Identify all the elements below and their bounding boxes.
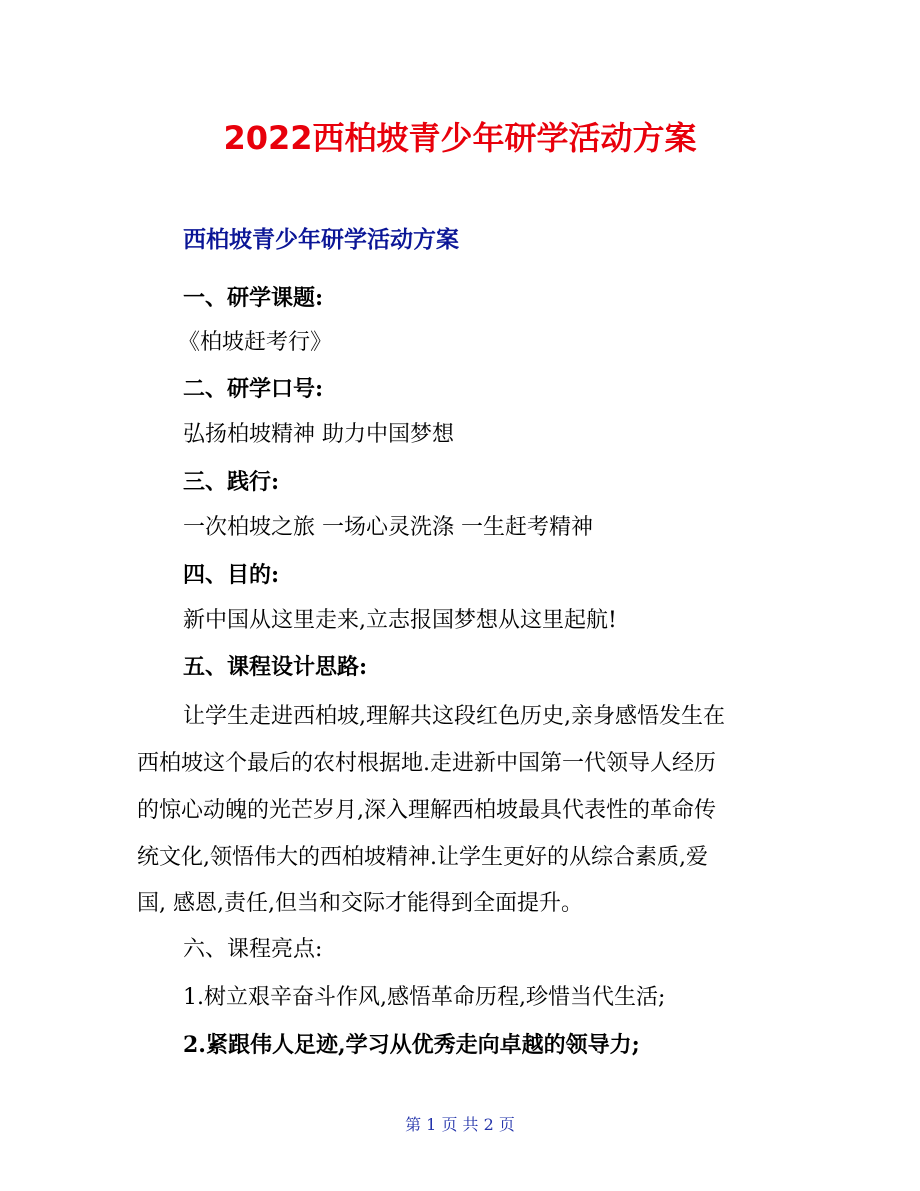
section-body-slogan: 弘扬柏坡精神 助力中国梦想 [183, 422, 454, 447]
section-body-practice: 一次柏坡之旅 一场心灵洗涤 一生赶考精神 [183, 515, 593, 540]
highlight-item: 2.紧跟伟人足迹,学习从优秀走向卓越的领导力; [183, 1032, 640, 1058]
section-heading-course-design: 五、课程设计思路: [183, 654, 368, 680]
section-heading-highlights: 六、课程亮点: [183, 937, 323, 962]
page-footer: 第 1 页 共 2 页 [405, 1115, 515, 1134]
section-heading-practice: 三、践行: [183, 469, 280, 495]
highlight-item: 1.树立艰辛奋斗作风,感悟革命历程,珍惜当代生活; [183, 985, 666, 1010]
course-design-line: 让学生走进西柏坡,理解共这段红色历史,亲身感悟发生在 [183, 704, 725, 729]
course-design-line: 西柏坡这个最后的农村根据地.走进新中国第一代领导人经历 [137, 751, 716, 776]
section-body-purpose: 新中国从这里走来,立志报国梦想从这里起航! [183, 608, 617, 633]
section-heading-purpose: 四、目的: [183, 562, 280, 588]
section-heading-topic: 一、研学课题: [183, 285, 324, 311]
document-subtitle: 西柏坡青少年研学活动方案 [183, 227, 459, 253]
section-heading-slogan: 二、研学口号: [183, 376, 324, 402]
section-body-topic: 《柏坡赶考行》 [178, 330, 333, 355]
course-design-line: 的惊心动魄的光芒岁月,深入理解西柏坡最具代表性的革命传 [137, 798, 716, 823]
document-title: 2022西柏坡青少年研学活动方案 [223, 119, 697, 157]
course-design-line: 统文化,领悟伟大的西柏坡精神.让学生更好的从综合素质,爱 [137, 845, 708, 870]
course-design-line: 国, 感恩,责任,但当和交际才能得到全面提升。 [137, 891, 583, 916]
